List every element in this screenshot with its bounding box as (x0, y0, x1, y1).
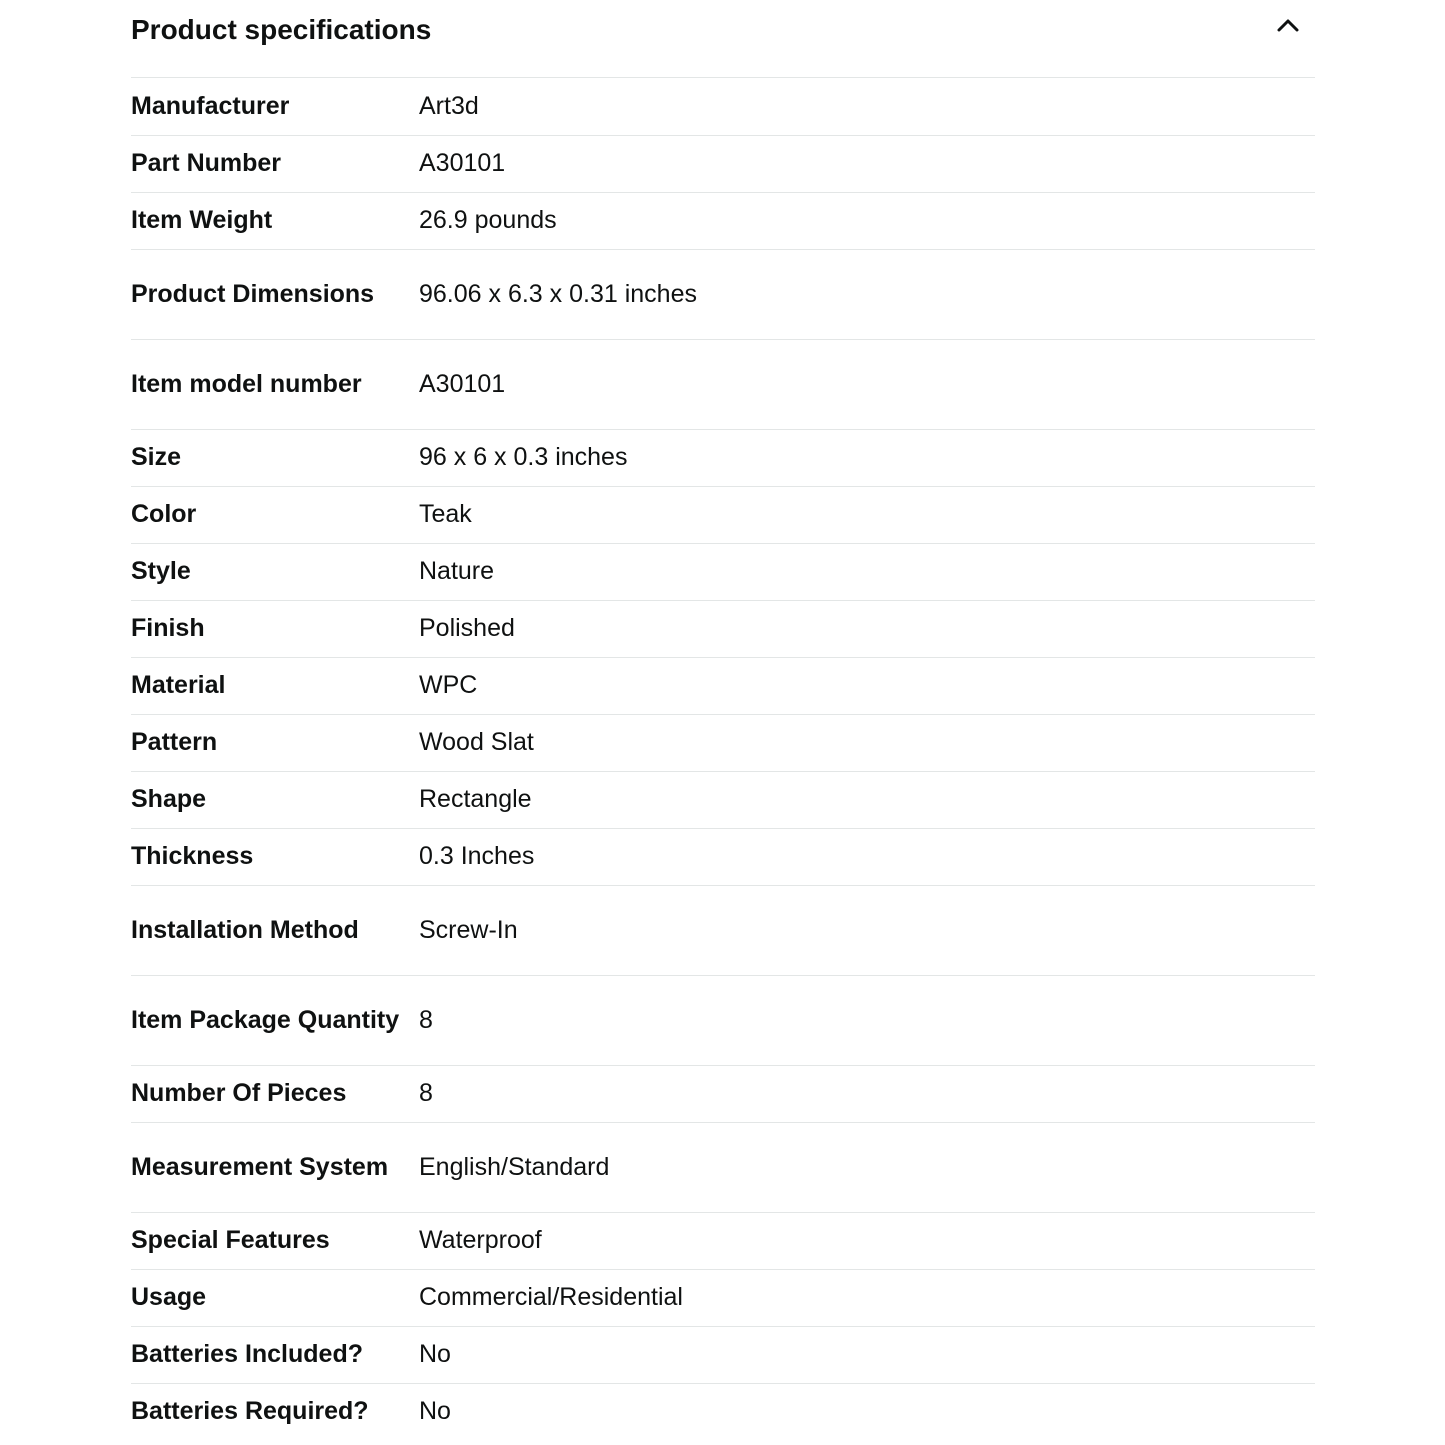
spec-table (131, 78, 1315, 1440)
spec-value-part-number: A30101 (419, 135, 1315, 192)
spec-value-item-model-number: A30101 (419, 339, 1315, 429)
table-row (131, 339, 1315, 429)
spec-label-part-number: Part Number (131, 135, 419, 192)
table-row (131, 1383, 1315, 1440)
spec-value-special-features: Waterproof (419, 1212, 1315, 1269)
product-specifications-panel (131, 0, 1315, 1440)
spec-label-batteries-included: Batteries Included? (131, 1326, 419, 1383)
table-row (131, 486, 1315, 543)
spec-value-thickness: 0.3 Inches (419, 828, 1315, 885)
spec-value-shape: Rectangle (419, 771, 1315, 828)
spec-value-item-package-quantity: 8 (419, 975, 1315, 1065)
spec-value-batteries-required: No (419, 1397, 451, 1426)
table-row (131, 1065, 1315, 1122)
spec-label-item-package-quantity: Item Package Quantity (131, 975, 419, 1065)
table-row (131, 828, 1315, 885)
spec-label-number-of-pieces: Number Of Pieces (131, 1065, 419, 1122)
spec-label-finish: Finish (131, 600, 419, 657)
spec-label-batteries-required: Batteries Required? (131, 1397, 369, 1426)
spec-label-shape: Shape (131, 771, 419, 828)
spec-value-style: Nature (419, 543, 1315, 600)
table-row (131, 975, 1315, 1065)
spec-value-pattern: Wood Slat (419, 714, 1315, 771)
spec-value-manufacturer: Art3d (419, 78, 1315, 135)
spec-label-measurement-system: Measurement System (131, 1122, 419, 1212)
spec-value-number-of-pieces: 8 (419, 1065, 1315, 1122)
spec-label-product-dimensions: Product Dimensions (131, 249, 419, 339)
spec-label-thickness: Thickness (131, 828, 419, 885)
section-header[interactable] (131, 0, 1315, 78)
spec-value-material: WPC (419, 657, 1315, 714)
spec-label-item-model-number: Item model number (131, 339, 419, 429)
table-row (131, 1212, 1315, 1269)
spec-value-usage: Commercial/Residential (419, 1269, 1315, 1326)
table-row (131, 135, 1315, 192)
table-row (131, 429, 1315, 486)
spec-label-color: Color (131, 486, 419, 543)
spec-label-usage: Usage (131, 1269, 419, 1326)
spec-value-installation-method: Screw-In (419, 885, 1315, 975)
table-row (131, 714, 1315, 771)
spec-label-pattern: Pattern (131, 714, 419, 771)
table-row (131, 78, 1315, 135)
spec-label-installation-method: Installation Method (131, 885, 419, 975)
table-row (131, 1326, 1315, 1383)
section-title: Product specifications (131, 14, 432, 45)
spec-label-special-features: Special Features (131, 1212, 419, 1269)
table-row (131, 885, 1315, 975)
spec-label-style: Style (131, 543, 419, 600)
spec-label-material: Material (131, 657, 419, 714)
spec-value-item-weight: 26.9 pounds (419, 192, 1315, 249)
table-row (131, 192, 1315, 249)
spec-value-product-dimensions: 96.06 x 6.3 x 0.31 inches (419, 249, 1315, 339)
table-row (131, 657, 1315, 714)
spec-value-finish: Polished (419, 600, 1315, 657)
table-row (131, 771, 1315, 828)
spec-label-item-weight: Item Weight (131, 192, 419, 249)
spec-value-measurement-system: English/Standard (419, 1122, 1315, 1212)
table-row (131, 600, 1315, 657)
chevron-up-icon (1275, 12, 1301, 38)
spec-label-manufacturer: Manufacturer (131, 78, 419, 135)
collapse-toggle-button[interactable] (1275, 12, 1301, 38)
spec-label-size: Size (131, 429, 419, 486)
table-row (131, 1269, 1315, 1326)
table-row (131, 543, 1315, 600)
spec-value-size: 96 x 6 x 0.3 inches (419, 429, 1315, 486)
spec-value-batteries-included: No (419, 1326, 1315, 1383)
spec-value-color: Teak (419, 486, 1315, 543)
table-row (131, 1122, 1315, 1212)
table-row (131, 249, 1315, 339)
